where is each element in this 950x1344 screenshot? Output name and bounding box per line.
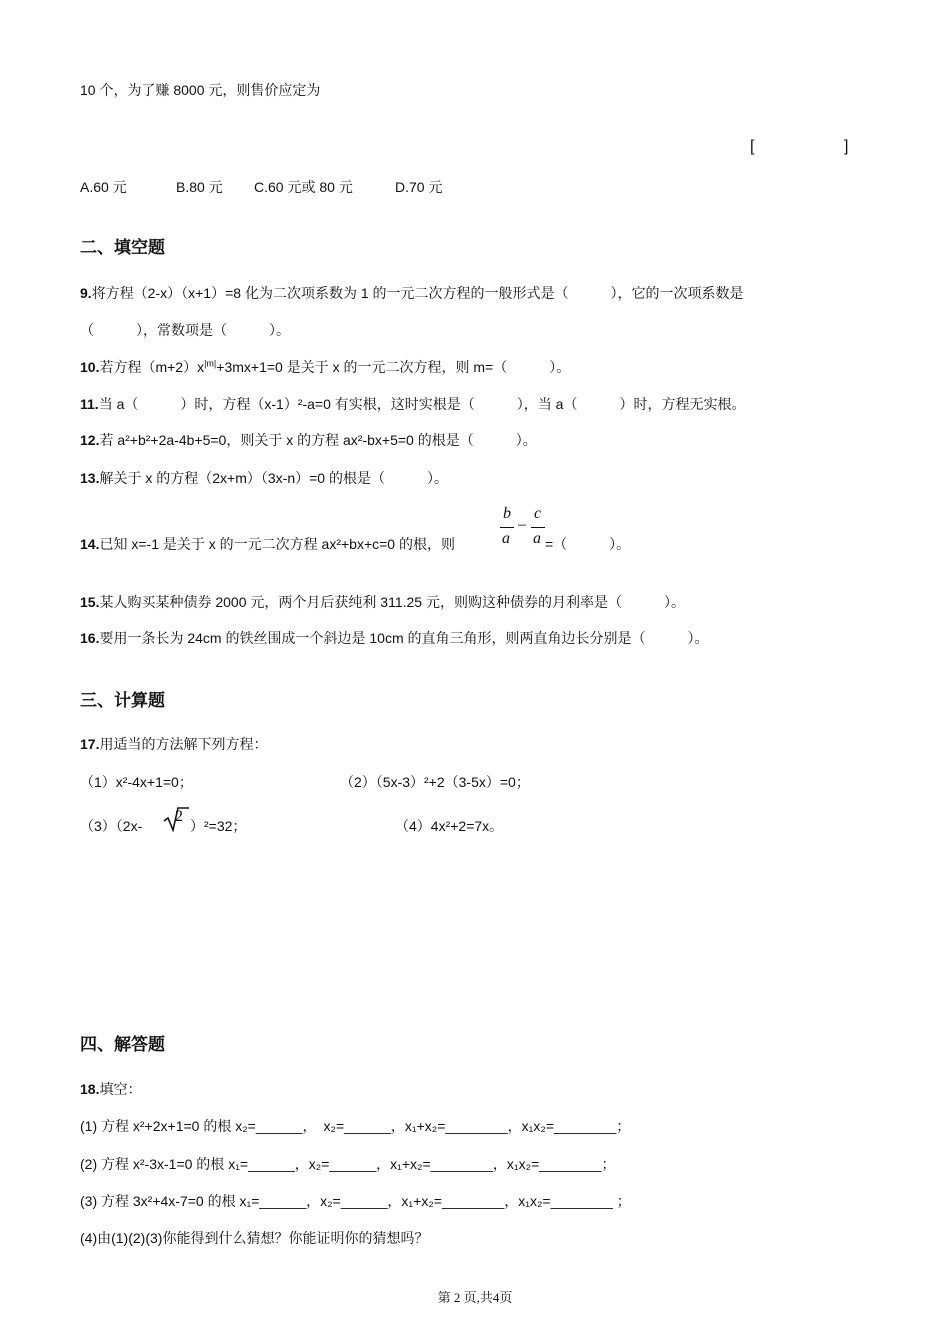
question-9-line-2: （ ），常数项是（ ）。: [80, 322, 290, 338]
equation-4: （4）4x²+2=7x。: [395, 818, 504, 834]
question-9: [80, 283, 744, 303]
question-17: [80, 734, 267, 754]
section-title-calculation: 三、计算题: [80, 691, 165, 710]
question-8-continuation: 10 个，为了赚 8000 元，则售价应定为: [80, 82, 321, 98]
fraction-numerator-b: b: [503, 505, 511, 522]
fraction-bar: [531, 527, 545, 528]
question-14: [80, 534, 455, 554]
question-text-post: +3mx+1=0 是关于 x 的一元二次方程，则 m=（ ）。: [216, 359, 571, 375]
question-text: 填空：: [99, 1081, 142, 1097]
question-12: [80, 430, 537, 450]
equation-1: （1）x²-4x+1=0；: [80, 774, 193, 790]
question-number: 18.: [80, 1081, 100, 1097]
equation-3-post: ）²=32；: [190, 818, 247, 834]
question-number: 17.: [80, 736, 100, 752]
question-14-tail: =（ ）。: [545, 536, 631, 552]
fraction-denominator-a: a: [533, 530, 541, 547]
question-number: 9.: [80, 285, 92, 301]
fill-line-1: (1) 方程 x²+2x+1=0 的根 x₂=______， x₂=______，x₁+x₂=________，x₁x₂=________；: [80, 1118, 631, 1134]
question-text: 将方程（2-x）（x+1）=8 化为二次项系数为 1 的一元二次方程的一般形式是（ ），它的一次项系数是: [91, 285, 744, 301]
question-text: 已知 x=-1 是关于 x 的一元二次方程 ax²+bx+c=0 的根，则: [99, 536, 455, 552]
question-number: 14.: [80, 536, 100, 552]
question-11: [80, 394, 745, 414]
minus-sign: –: [518, 516, 526, 533]
fraction-denominator-a: a: [502, 530, 510, 547]
fraction-numerator-c: c: [534, 505, 542, 522]
fraction-bar: [500, 527, 514, 528]
page-footer: 第 2 页,共4页: [437, 1290, 513, 1305]
question-number: 16.: [80, 630, 100, 646]
radicand: 2: [175, 808, 183, 825]
question-10: [80, 357, 570, 377]
question-18: [80, 1079, 141, 1099]
question-text: 用适当的方法解下列方程：: [99, 736, 268, 752]
section-title-answers: 四、解答题: [80, 1035, 165, 1054]
answer-bracket-left: [: [750, 138, 755, 155]
exponent: |m|: [204, 358, 217, 369]
option-c: C.60 元或 80 元: [254, 179, 353, 195]
section-title-fill-blank: 二、填空题: [80, 238, 165, 257]
fill-line-2: (2) 方程 x²-3x-1=0 的根 x₁=______，x₂=______，x₁+x₂=________，x₁x₂=________；: [80, 1156, 616, 1172]
option-a: A.60 元: [80, 179, 127, 195]
question-13: [80, 468, 448, 488]
question-number: 11.: [80, 396, 99, 412]
equation-2: （2）（5x-3）²+2（3-5x）=0；: [340, 774, 530, 790]
question-text-pre: 若方程（m+2）x: [99, 359, 205, 375]
question-16: [80, 628, 709, 648]
option-d: D.70 元: [395, 179, 443, 195]
equation-3-pre: （3）（2x-: [80, 818, 143, 834]
option-b: B.80 元: [176, 179, 223, 195]
fill-line-4: (4)由(1)(2)(3)你能得到什么猜想？你能证明你的猜想吗？: [80, 1230, 429, 1246]
question-number: 15.: [80, 594, 100, 610]
question-text: 解关于 x 的方程（2x+m）（3x-n）=0 的根是（ ）。: [99, 470, 448, 486]
question-text: 当 a（ ）时，方程（x-1）²-a=0 有实根，这时实根是（ ），当 a（ ）时，方程无实根。: [98, 396, 746, 412]
question-number: 10.: [80, 359, 100, 375]
question-number: 13.: [80, 470, 100, 486]
answer-bracket-right: ]: [844, 138, 849, 155]
fill-line-3: (3) 方程 3x²+4x-7=0 的根 x₁=______，x₂=______，x₁+x₂=________，x₁x₂=________ ；: [80, 1193, 631, 1209]
question-text: 某人购买某种债券 2000 元，两个月后获纯利 311.25 元，则购这种债券的月利率是（ ）。: [99, 594, 685, 610]
question-text: 若 a²+b²+2a-4b+5=0，则关于 x 的方程 ax²-bx+5=0 的根是（ ）。: [99, 432, 537, 448]
question-text: 要用一条长为 24cm 的铁丝围成一个斜边是 10cm 的直角三角形，则两直角边长分别是（ ）。: [99, 630, 709, 646]
question-15: [80, 592, 685, 612]
question-number: 12.: [80, 432, 100, 448]
